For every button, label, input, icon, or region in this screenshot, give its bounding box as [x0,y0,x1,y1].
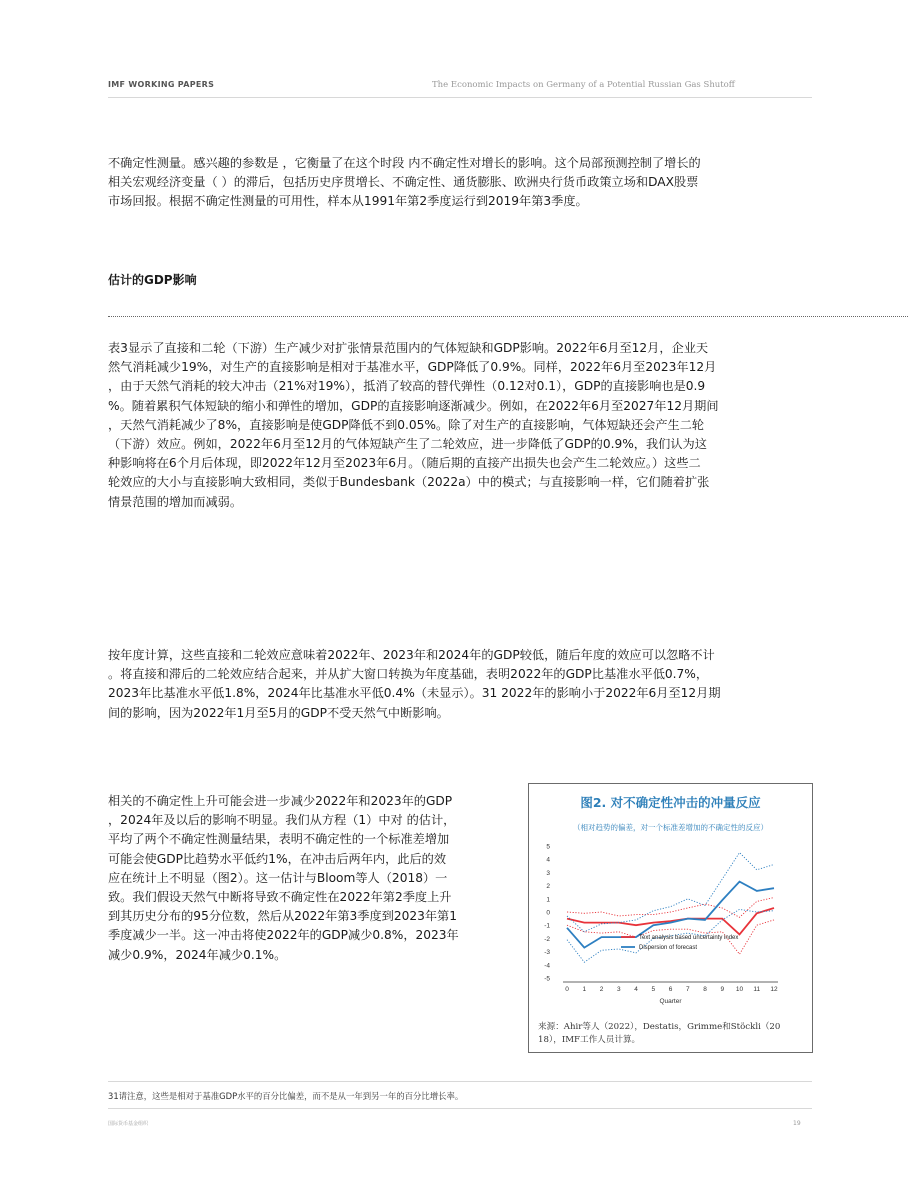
text-line: 轮效应的大小与直接影响大致相同，类似于Bundesbank（2022a）中的模式；与直接影响一样，它们随着扩张 [108,475,710,490]
text-line: ，2024年及以后的影响不明显。我们从方程（1）中对 的估计， [108,813,456,828]
y-tick-label: 0 [546,909,550,917]
paragraph-annual-effects [108,646,804,723]
text-line: 相关的不确定性上升可能会进一步减少2022年和2023年的GDP [108,794,453,808]
figure-subtitle: （相对趋势的偏差，对一个标准差增加的不确定性的反应） [573,823,768,832]
text-line: 间的影响，因为2022年1月至5月的GDP不受天然气中断影响。 [108,705,449,720]
x-tick-label: 4 [634,986,638,993]
text-line: 到其历史分布的95分位数，然后从2022年第3季度到2023年第1 [108,909,457,924]
section-heading: 估计的GDP影响 [108,273,197,287]
text-line: 情景范围的增加而减弱。 [108,494,243,509]
header-divider [108,97,812,98]
text-line: 种影响将在6个月后体现，即2022年12月至2023年6月。（随后期的直接产出损失也会产生二轮效应。）这些二 [108,456,701,471]
y-tick-label: 1 [546,896,550,904]
text-line: %。随着累积气体短缺的缩小和弹性的增加，GDP的直接影响逐渐减少。例如，在2022年6月至2027年12月期间 [108,398,719,413]
x-tick-label: 0 [565,986,569,993]
confidence-band-line [567,853,774,932]
text-line: 不确定性测量。感兴趣的参数是 ，它衡量了在这个时段 内不确定性对增长的影响。这个局部预测控制了增长的 [108,156,701,170]
x-tick-label: 5 [651,986,656,993]
paragraph-gdp-impact [108,339,804,512]
text-line: 减少0.9%，2024年减少0.1%。 [108,947,287,962]
text-line: 按年度计算，这些直接和二轮效应意味着2022年、2023年和2024年的GDP较低，随后年度的效应可以忽略不计 [108,648,715,662]
x-axis-label: Quarter [659,998,682,1005]
dotted-divider [108,316,908,317]
impulse-response-chart [529,836,812,1021]
source-line: 18），IMF工作人员计算。 [538,1035,641,1045]
y-tick-label: 3 [546,869,550,877]
text-line: 然气消耗减少19%，对生产的直接影响是相对于基准水平，GDP降低了0.9%。同样，2022年6月至2023年12月 [108,360,717,375]
y-tick-label: 2 [546,883,550,891]
legend-label: Text analysis based uncertainty index [639,935,739,942]
running-header-title: The Economic Impacts on Germany of a Potential Russian Gas Shutoff [432,80,735,90]
x-tick-label: 3 [616,986,621,993]
text-line: 市场回报。根据不确定性测量的可用性，样本从1991年第2季度运行到2019年第3季度。 [108,194,588,209]
text-line: 平均了两个不确定性测量结果，表明不确定性的一个标准差增加 [108,832,450,847]
confidence-band-line [567,898,774,918]
y-tick-label: -3 [544,949,550,957]
y-tick-label: -4 [544,962,550,970]
y-tick-label: 5 [546,843,550,851]
x-tick-label: 10 [735,986,744,993]
paragraph-uncertainty-effects [108,792,508,965]
figure-title: 图2. 对不确定性冲击的冲量反应 [580,795,761,810]
x-tick-label: 7 [685,986,690,993]
text-line: ，由于天然气消耗的较大冲击（21%对19%），抵消了较高的替代弹性（0.12对0.1），GDP的直接影响也是0.9 [108,379,706,394]
running-header-series: IMF WORKING PAPERS [108,80,215,89]
source-line: 来源：Ahir等人（2022），Destatis，Grimme和Stöckli（20 [538,1022,781,1032]
y-tick-label: 4 [546,856,550,864]
y-tick-label: -1 [544,922,550,930]
y-tick-label: -2 [544,935,550,943]
x-tick-label: 1 [582,986,587,993]
text-line: 可能会使GDP比趋势水平低约1%，在冲击后两年内，此后的效 [108,851,447,866]
paragraph-uncertainty-measure [108,154,804,212]
x-tick-label: 11 [753,986,761,993]
y-tick-label: -5 [544,975,550,983]
figure-2-box [528,783,813,1053]
page-number: 19 [793,1120,801,1127]
text-line: 2023年比基准水平低1.8%，2024年比基准水平低0.4%（未显示）。31 2022年的影响小于2022年6月至12月期 [108,686,721,701]
text-line: （下游）效应。例如，2022年6月至12月的气体短缺产生了二轮效应，进一步降低了GDP的0.9%，我们认为这 [108,437,707,452]
x-tick-label: 9 [720,986,725,993]
legend-label: Dispersion of forecast [639,945,698,952]
text-line: ，天然气消耗减少了8%，直接影响是使GDP降低不到0.05%。除了对生产的直接影响，气体短缺还会产生二轮 [108,417,705,432]
x-tick-label: 6 [668,986,673,993]
figure-source [538,1021,804,1047]
text-line: 相关宏观经济变量（ ）的滞后，包括历史序贯增长、不确定性、通货膨胀、欧洲央行货币政策立场和DAX股票 [108,175,699,190]
x-tick-label: 8 [703,986,707,993]
text-line: 应在统计上不明显（图2）。这一估计与Bloom等人（2018）一 [108,870,448,885]
text-line: 致。我们假设天然气中断将导致不确定性在2022年第2季度上升 [108,890,452,905]
footer-publisher: 国际货币基金组织 [108,1121,149,1127]
x-tick-label: 12 [770,986,778,993]
text-line: 表3显示了直接和二轮（下游）生产减少对扩张情景范围内的气体短缺和GDP影响。2022年6月至12月，企业天 [108,341,709,355]
x-tick-label: 2 [599,986,604,993]
footnote-31: 31请注意，这些是相对于基准GDP水平的百分比偏差，而不是从一年到另一年的百分比增长率。 [108,1091,464,1101]
footnote-divider-bottom [108,1108,812,1109]
text-line: 。将直接和滞后的二轮效应结合起来，并从扩大窗口转换为年度基础，表明2022年的GDP比基准水平低0.7%， [108,667,709,682]
footnote-divider-top [108,1081,812,1082]
text-line: 季度减少一半。这一冲击将使2022年的GDP减少0.8%，2023年 [108,928,459,943]
